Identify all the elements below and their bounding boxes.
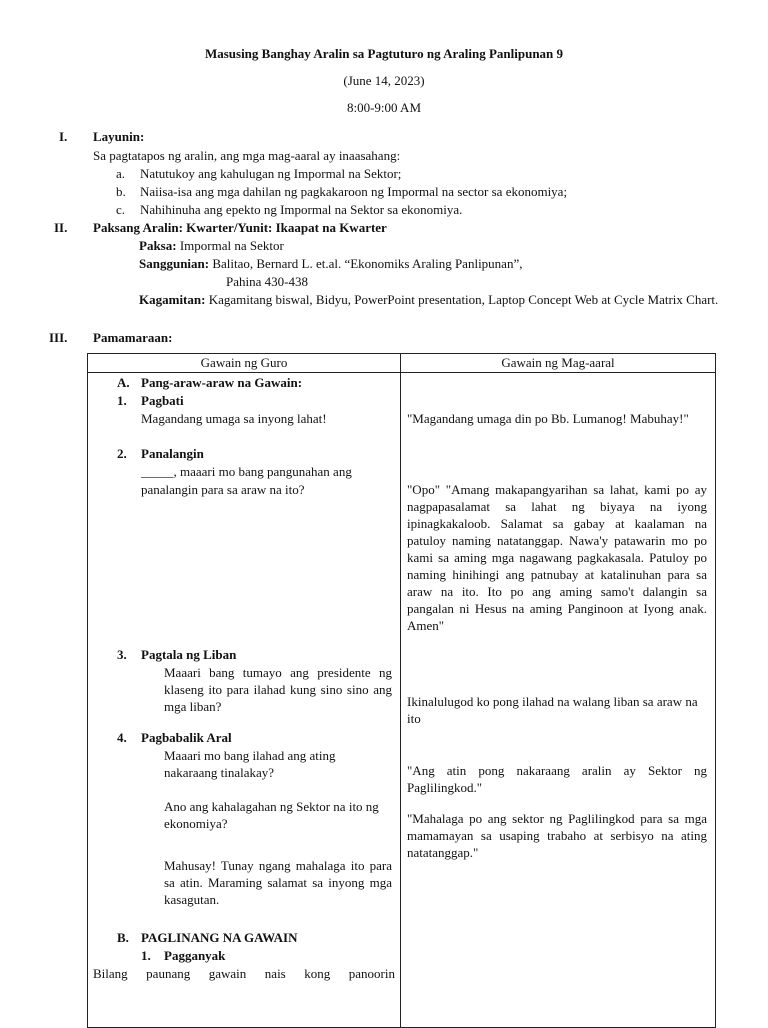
objective-marker-a: a. (116, 166, 126, 181)
step-1-title: Pagbati (141, 393, 184, 408)
step-2-text-line2: panalangin para sa araw na ito? (141, 482, 305, 497)
response-balik-aral-2: "Mahalaga po ang sektor ng Paglilingkod para sa mga mamamayan sa usaping trabaho at serbisyo na ating natatanggap." (407, 811, 707, 860)
section-3-number: III. (49, 330, 68, 345)
step-3-title: Pagtala ng Liban (141, 647, 237, 662)
part-a-marker: A. (117, 375, 130, 390)
section-1-intro: Sa pagtatapos ng aralin, ang mga mag-aaral ay inaasahang: (93, 148, 401, 163)
section-2-title: Paksang Aralin: Kwarter/Yunit: Ikaapat na Kwarter (93, 220, 387, 235)
table-body-row (88, 373, 716, 1028)
step-4-number: 4. (117, 730, 127, 745)
part-a-title: Pang-araw-araw na Gawain: (141, 375, 303, 390)
kagamitan-paragraph (93, 291, 721, 308)
response-balik-aral-1: "Ang atin pong nakaraang aralin ay Sektor ng Paglilingkod." (407, 763, 707, 795)
kagamitan-label: Kagamitan: (139, 292, 206, 307)
kagamitan-value: Kagamitang biswal, Bidyu, PowerPoint presentation, Laptop Concept Web at Cycle Matrix Chart. (205, 292, 719, 307)
b-step-1-text: Bilang paunang gawain nais kong panoorin (93, 966, 395, 981)
sanggunian-page: Pahina 430-438 (226, 274, 308, 289)
b-step-1-title: Pagganyak (164, 948, 226, 963)
sanggunian-label: Sanggunian: (139, 256, 210, 271)
objective-a: Natutukoy ang kahulugan ng Impormal na Sektor; (140, 166, 402, 181)
part-b-title: PAGLINANG NA GAWAIN (141, 930, 298, 945)
document-title: Masusing Banghay Aralin sa Pagtuturo ng Araling Panlipunan 9 (204, 46, 564, 61)
section-1-number: I. (59, 129, 68, 144)
objective-c: Nahihinuha ang epekto ng Impormal na Sektor sa ekonomiya. (140, 202, 463, 217)
section-2-number: II. (54, 220, 68, 235)
step-2-text-line1: _____, maaari mo bang pangunahan ang (141, 464, 352, 479)
document-date: (June 14, 2023) (343, 73, 425, 88)
step-3-text: Maaari bang tumayo ang presidente ng klaseng ito para ilahad kung sino sino ang mga liban? (164, 665, 392, 714)
section-3-title: Pamamaraan: (93, 330, 173, 345)
paksa-line (139, 237, 284, 254)
paksa-label: Paksa: (139, 238, 177, 253)
step-4-question-1: Maaari mo bang ilahad ang ating nakaraang tinalakay? (164, 748, 336, 780)
objective-b: Naiisa-isa ang mga dahilan ng pagkakaroon ng Impormal na sector sa ekonomiya; (140, 184, 568, 199)
magaaral-cell (401, 373, 716, 1028)
step-4-question-2: Ano ang kahalagahan ng Sektor na ito ng ekonomiya? (164, 799, 379, 831)
step-1-text: Magandang umaga sa inyong lahat! (141, 411, 327, 426)
guro-cell (88, 373, 401, 1028)
step-2-number: 2. (117, 446, 127, 461)
step-4-praise: Mahusay! Tunay ngang mahalaga ito para sa atin. Maraming salamat sa inyong mga kasagutan. (164, 858, 392, 907)
part-b-marker: B. (117, 930, 129, 945)
document-time: 8:00-9:00 AM (346, 100, 422, 115)
objective-marker-c: c. (116, 202, 126, 217)
response-panalangin: "Opo" "Amang makapangyarihan sa lahat, kami po ay nagpapasalamat sa lahat ng biyaya na iyong ipinagkakaloob. Salamat sa gabay at kaalaman na patuloy naming natatanggap. Nawa'y patawarin mo po kami sa aming mga nagawang pagkakasala. Patuloy po naming hinihingi ang patnubay at katalinuhan para sa araw na ito. Ito po ang aming samo't dalangin sa pangalan ni Hesus na aming Panginoon at Iyong anak. Amen" (407, 482, 707, 633)
paksa-value: Impormal na Sektor (176, 238, 284, 253)
column-header-guro: Gawain ng Guro (88, 354, 401, 373)
objective-marker-b: b. (116, 184, 126, 199)
response-liban: Ikinalulugod ko pong ilahad na walang liban sa araw na ito (407, 694, 698, 726)
lesson-plan-table (87, 353, 716, 1028)
sanggunian-value: Balitao, Bernard L. et.al. “Ekonomiks Araling Panlipunan”, (209, 256, 523, 271)
response-pagbati: "Magandang umaga din po Bb. Lumanog! Mabuhay!" (407, 411, 689, 426)
table-header-row (88, 354, 716, 373)
step-4-title: Pagbabalik Aral (141, 730, 232, 745)
step-3-number: 3. (117, 647, 127, 662)
step-2-title: Panalangin (141, 446, 204, 461)
section-1-title: Layunin: (93, 129, 145, 144)
b-step-1-number: 1. (141, 948, 151, 963)
step-1-number: 1. (117, 393, 127, 408)
sanggunian-line (139, 255, 522, 272)
column-header-magaaral: Gawain ng Mag-aaral (401, 354, 716, 373)
